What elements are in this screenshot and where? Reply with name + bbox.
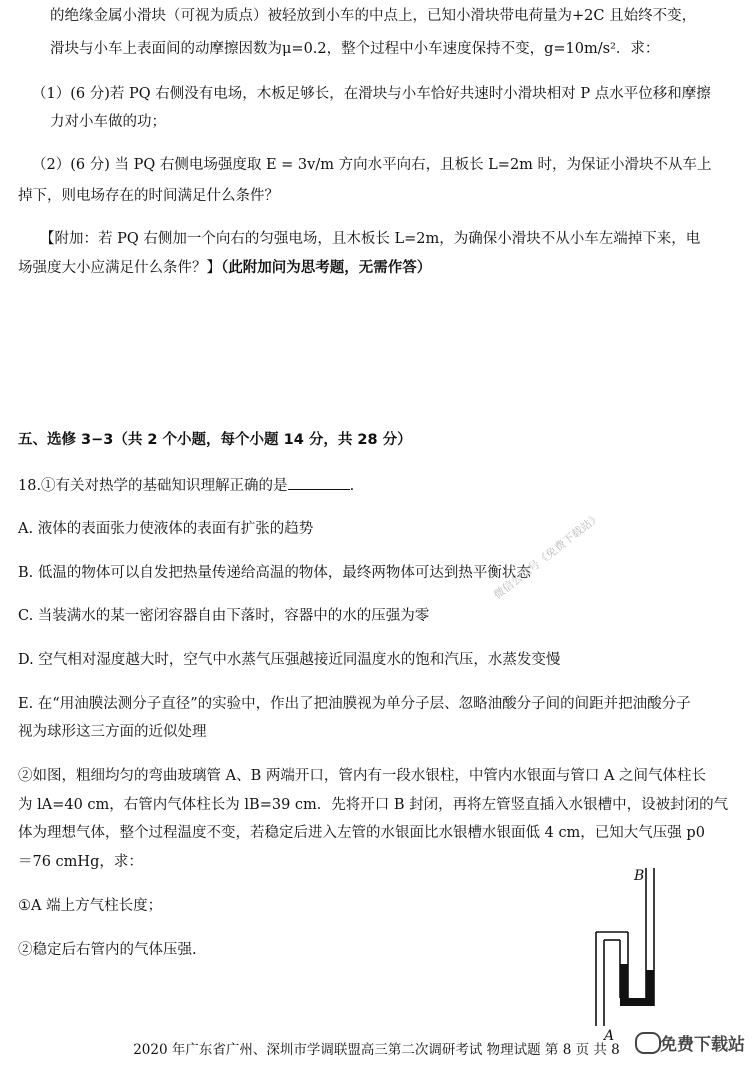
additional-note: （此附加问为思考题，无需作答） <box>221 260 432 276</box>
brand-logo: 免费下载站 <box>660 1035 745 1055</box>
question-18-text: 18.①有关对热学的基础知识理解正确的是 <box>18 478 288 494</box>
question-part-1: （1）(6 分)若 PQ 右侧没有电场，木板足够长，在滑块与小车恰好共速时小滑块相对 P 点水平位移和摩擦 <box>32 86 711 102</box>
text-line: 滑块与小车上表面间的动摩擦因数为μ=0.2，整个过程中小车速度保持不变，g=10m/s²．求： <box>50 41 660 57</box>
text-line: 掉下，则电场存在的时间满足什么条件？ <box>18 188 279 204</box>
option-b: B. 低温的物体可以自发把热量传递给高温的物体，最终两物体可达到热平衡状态 <box>18 565 531 581</box>
text-line: 力对小车做的功； <box>50 114 166 130</box>
sub-question-1: ①A 端上方气柱长度； <box>18 898 163 914</box>
option-e-cont: 视为球形这三方面的近似处理 <box>18 724 207 740</box>
option-e: E. 在“用油膜法测分子直径”的实验中，作出了把油膜视为单分子层、忽略油酸分子间的间距并把油酸分子 <box>18 696 691 712</box>
question-part-2: （2）(6 分) 当 PQ 右侧电场强度取 E = 3v/m 方向水平向右，且板长 L=2m 时，为保证小滑块不从车上 <box>32 157 712 173</box>
option-a: A. 液体的表面张力使液体的表面有扩张的趋势 <box>18 521 314 537</box>
page-footer: 2020 年广东省广州、深圳市学调联盟高三第二次调研考试 物理试题 第 8 页 共 8 <box>133 1042 620 1058</box>
question-18 <box>18 474 354 496</box>
mercury-bottom <box>620 998 654 1006</box>
label-b: B <box>634 868 645 884</box>
additional-question: 【附加：若 PQ 右侧加一个向右的匀强电场，且木板长 L=2m，为确保小滑块不从小车左端掉下来，电 <box>40 231 701 247</box>
wechat-icon <box>635 1032 661 1054</box>
glass-tube-figure <box>592 858 672 1048</box>
problem-2-line: 体为理想气体，整个过程温度不变，若稳定后进入左管的水银面比水银槽水银面低 4 cm，已知大气压强 p0 <box>18 825 705 841</box>
additional-question-text: 场强度大小应满足什么条件？】 <box>18 260 221 276</box>
section-heading: 五、选修 3−3（共 2 个小题，每个小题 14 分，共 28 分） <box>18 432 412 448</box>
answer-blank <box>288 474 350 490</box>
option-d: D. 空气相对湿度越大时，空气中水蒸气压强越接近同温度水的饱和汽压，水蒸发变慢 <box>18 652 561 668</box>
additional-question-end <box>18 258 431 278</box>
text-line: 的绝缘金属小滑块（可视为质点）被轻放到小车的中点上，已知小滑块带电荷量为+2C 且始终不变， <box>50 8 697 24</box>
option-c: C. 当装满水的某一密闭容器自由下落时，容器中的水的压强为零 <box>18 608 430 624</box>
problem-2-line: ＝76 cmHg，求： <box>18 854 143 870</box>
watermark: 微信公众号《免费下载站》 <box>491 510 604 602</box>
question-18-period: . <box>349 478 355 494</box>
problem-2: ②如图，粗细均匀的弯曲玻璃管 A、B 两端开口，管内有一段水银柱，中管内水银面与管口 A 之间气体柱长 <box>18 768 707 784</box>
label-a: A <box>604 1028 615 1044</box>
problem-2-line: 为 lA=40 cm，右管内气体柱长为 lB=39 cm．先将开口 B 封闭，再将左管竖直插入水银槽中，设被封闭的气 <box>18 797 729 813</box>
sub-question-2: ②稳定后右管内的气体压强. <box>18 942 197 958</box>
